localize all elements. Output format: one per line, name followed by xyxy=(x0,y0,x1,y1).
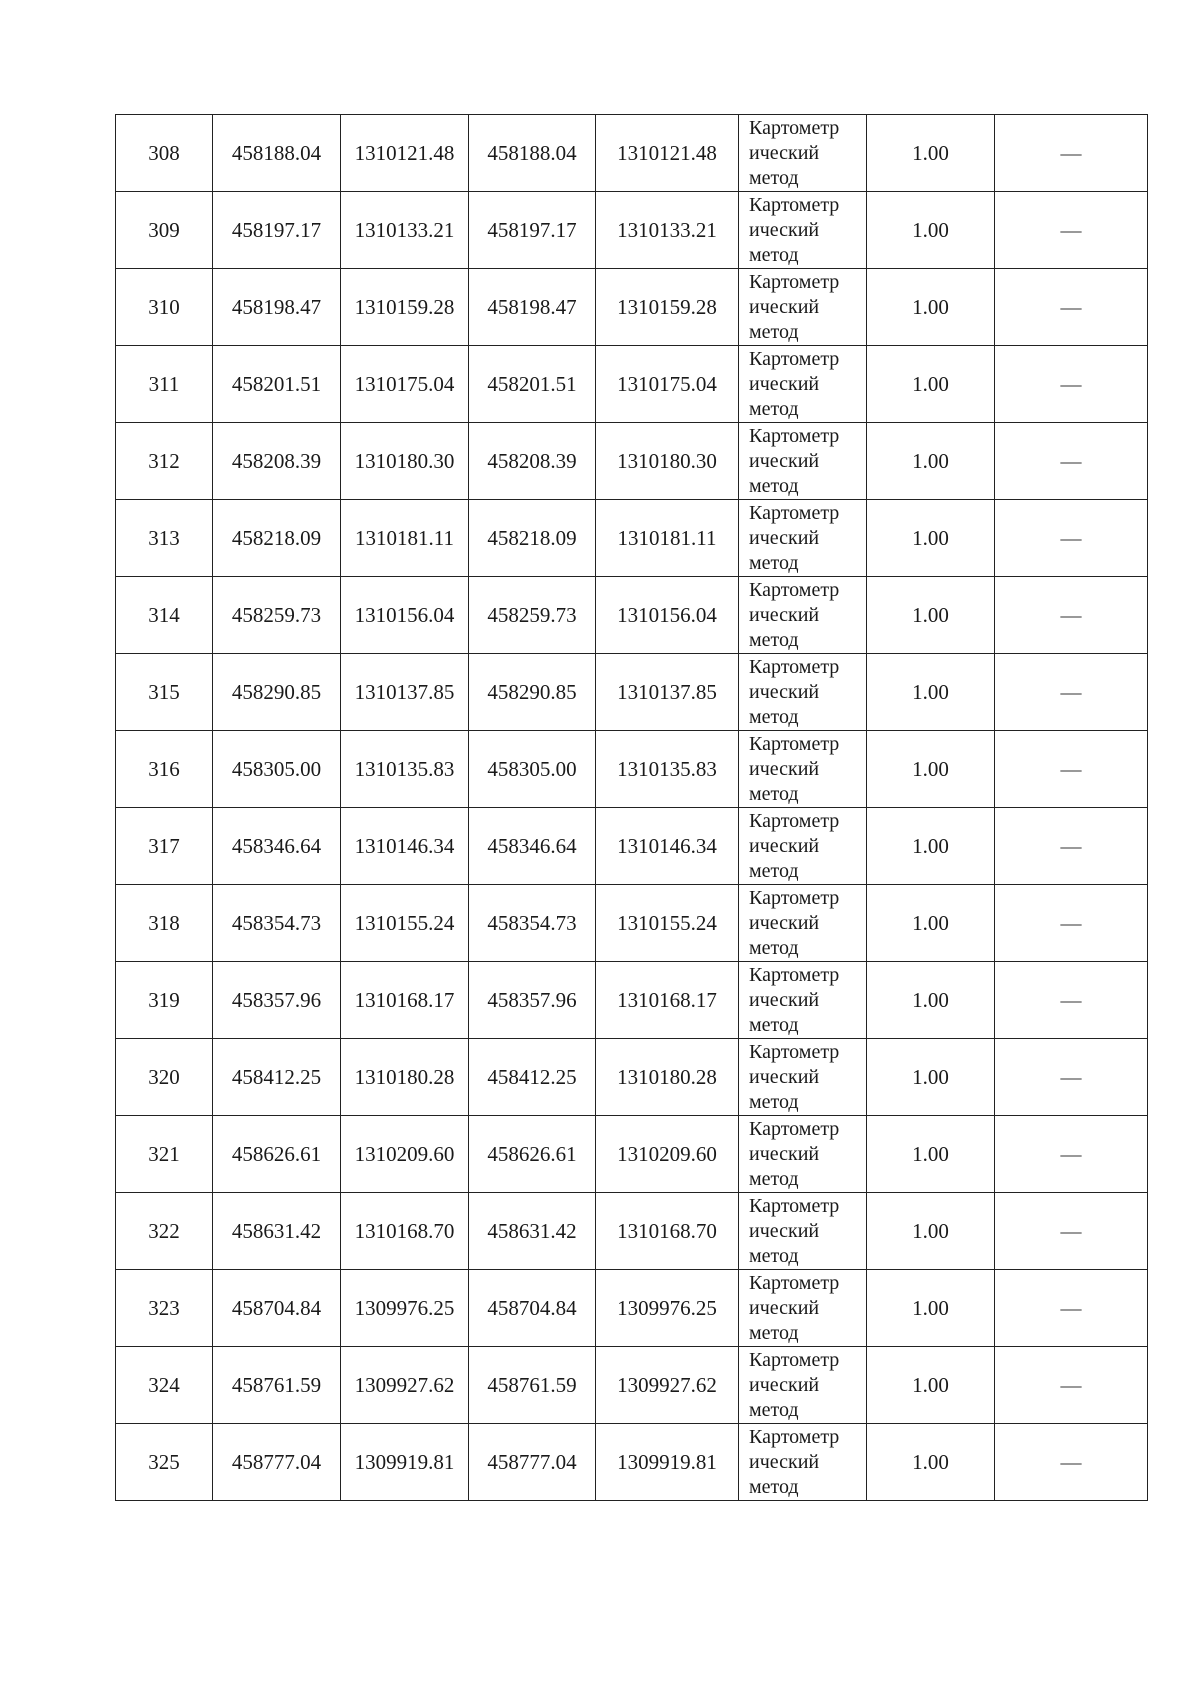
existing-y-cell: 1309976.25 xyxy=(341,1270,469,1347)
method-cell xyxy=(739,346,867,423)
table-row xyxy=(116,1116,1148,1193)
method-text-line: метод xyxy=(749,1013,799,1036)
new-y-cell: 1310180.30 xyxy=(596,423,739,500)
new-y-cell: 1310168.17 xyxy=(596,962,739,1039)
method-text-line: ический xyxy=(749,911,820,934)
new-y-cell: 1310121.48 xyxy=(596,115,739,192)
method-text-line: ический xyxy=(749,757,820,780)
method-text-line: метод xyxy=(749,1167,799,1190)
accuracy-cell: 1.00 xyxy=(867,423,995,500)
description-cell: — xyxy=(995,1347,1148,1424)
point-number-cell: 312 xyxy=(116,423,213,500)
accuracy-cell: 1.00 xyxy=(867,500,995,577)
new-y-cell: 1310159.28 xyxy=(596,269,739,346)
point-number-cell: 309 xyxy=(116,192,213,269)
new-y-cell: 1310168.70 xyxy=(596,1193,739,1270)
point-number-cell: 311 xyxy=(116,346,213,423)
description-cell: — xyxy=(995,1116,1148,1193)
existing-x-cell: 458412.25 xyxy=(213,1039,341,1116)
table-row xyxy=(116,808,1148,885)
table-row xyxy=(116,1424,1148,1501)
description-cell: — xyxy=(995,1193,1148,1270)
method-text-line: ический xyxy=(749,295,820,318)
existing-x-cell: 458631.42 xyxy=(213,1193,341,1270)
method-cell xyxy=(739,808,867,885)
point-number-cell: 318 xyxy=(116,885,213,962)
accuracy-cell: 1.00 xyxy=(867,1116,995,1193)
description-cell: — xyxy=(995,962,1148,1039)
existing-x-cell: 458201.51 xyxy=(213,346,341,423)
method-text-line: Картометр xyxy=(749,116,840,139)
new-x-cell: 458197.17 xyxy=(469,192,596,269)
method-text-line: метод xyxy=(749,859,799,882)
description-cell: — xyxy=(995,1270,1148,1347)
new-x-cell: 458290.85 xyxy=(469,654,596,731)
method-text-line: Картометр xyxy=(749,1194,840,1217)
method-text-line: метод xyxy=(749,166,799,189)
existing-x-cell: 458777.04 xyxy=(213,1424,341,1501)
point-number-cell: 319 xyxy=(116,962,213,1039)
new-x-cell: 458305.00 xyxy=(469,731,596,808)
coordinates-table xyxy=(115,114,1148,1501)
point-number-cell: 314 xyxy=(116,577,213,654)
method-text-line: Картометр xyxy=(749,809,840,832)
table-row xyxy=(116,1347,1148,1424)
new-y-cell: 1310133.21 xyxy=(596,192,739,269)
table-row xyxy=(116,115,1148,192)
new-x-cell: 458188.04 xyxy=(469,115,596,192)
method-text-line: Картометр xyxy=(749,270,840,293)
accuracy-cell: 1.00 xyxy=(867,577,995,654)
existing-x-cell: 458354.73 xyxy=(213,885,341,962)
method-text-line: Картометр xyxy=(749,501,840,524)
method-cell xyxy=(739,423,867,500)
accuracy-cell: 1.00 xyxy=(867,346,995,423)
point-number-cell: 321 xyxy=(116,1116,213,1193)
point-number-cell: 317 xyxy=(116,808,213,885)
table-row xyxy=(116,1193,1148,1270)
table-row xyxy=(116,269,1148,346)
method-text-line: метод xyxy=(749,705,799,728)
new-y-cell: 1310175.04 xyxy=(596,346,739,423)
method-cell xyxy=(739,885,867,962)
method-text-line: ический xyxy=(749,1142,820,1165)
method-text-line: Картометр xyxy=(749,732,840,755)
method-text-line: метод xyxy=(749,936,799,959)
accuracy-cell: 1.00 xyxy=(867,1193,995,1270)
new-x-cell: 458626.61 xyxy=(469,1116,596,1193)
table-row xyxy=(116,1270,1148,1347)
new-y-cell: 1310137.85 xyxy=(596,654,739,731)
method-text-line: ический xyxy=(749,372,820,395)
existing-y-cell: 1310156.04 xyxy=(341,577,469,654)
existing-y-cell: 1310146.34 xyxy=(341,808,469,885)
existing-y-cell: 1310155.24 xyxy=(341,885,469,962)
method-text-line: метод xyxy=(749,551,799,574)
new-x-cell: 458208.39 xyxy=(469,423,596,500)
new-y-cell: 1309927.62 xyxy=(596,1347,739,1424)
accuracy-cell: 1.00 xyxy=(867,1270,995,1347)
method-text-line: метод xyxy=(749,1321,799,1344)
method-text-line: метод xyxy=(749,474,799,497)
existing-x-cell: 458305.00 xyxy=(213,731,341,808)
existing-y-cell: 1310180.30 xyxy=(341,423,469,500)
point-number-cell: 310 xyxy=(116,269,213,346)
existing-y-cell: 1310121.48 xyxy=(341,115,469,192)
accuracy-cell: 1.00 xyxy=(867,885,995,962)
method-text-line: Картометр xyxy=(749,655,840,678)
method-cell xyxy=(739,269,867,346)
new-x-cell: 458198.47 xyxy=(469,269,596,346)
table-row xyxy=(116,192,1148,269)
method-text-line: ический xyxy=(749,1450,820,1473)
point-number-cell: 325 xyxy=(116,1424,213,1501)
new-y-cell: 1310209.60 xyxy=(596,1116,739,1193)
method-text-line: метод xyxy=(749,320,799,343)
method-text-line: ический xyxy=(749,1296,820,1319)
new-x-cell: 458259.73 xyxy=(469,577,596,654)
new-y-cell: 1310156.04 xyxy=(596,577,739,654)
method-text-line: ический xyxy=(749,1219,820,1242)
new-y-cell: 1310180.28 xyxy=(596,1039,739,1116)
method-cell xyxy=(739,500,867,577)
existing-x-cell: 458290.85 xyxy=(213,654,341,731)
accuracy-cell: 1.00 xyxy=(867,654,995,731)
existing-y-cell: 1310159.28 xyxy=(341,269,469,346)
point-number-cell: 313 xyxy=(116,500,213,577)
method-cell xyxy=(739,1193,867,1270)
existing-y-cell: 1310135.83 xyxy=(341,731,469,808)
table-row xyxy=(116,500,1148,577)
method-text-line: ический xyxy=(749,988,820,1011)
existing-y-cell: 1310175.04 xyxy=(341,346,469,423)
method-text-line: метод xyxy=(749,1090,799,1113)
table-row xyxy=(116,962,1148,1039)
method-cell xyxy=(739,1424,867,1501)
new-y-cell: 1309976.25 xyxy=(596,1270,739,1347)
method-text-line: Картометр xyxy=(749,1271,840,1294)
method-text-line: Картометр xyxy=(749,1425,840,1448)
method-text-line: Картометр xyxy=(749,1348,840,1371)
existing-y-cell: 1310137.85 xyxy=(341,654,469,731)
description-cell: — xyxy=(995,808,1148,885)
accuracy-cell: 1.00 xyxy=(867,1039,995,1116)
existing-y-cell: 1310168.70 xyxy=(341,1193,469,1270)
table-row xyxy=(116,1039,1148,1116)
method-text-line: ический xyxy=(749,141,820,164)
existing-x-cell: 458218.09 xyxy=(213,500,341,577)
method-cell xyxy=(739,1039,867,1116)
new-y-cell: 1310146.34 xyxy=(596,808,739,885)
method-text-line: метод xyxy=(749,1244,799,1267)
new-x-cell: 458346.64 xyxy=(469,808,596,885)
method-text-line: метод xyxy=(749,397,799,420)
new-x-cell: 458704.84 xyxy=(469,1270,596,1347)
new-x-cell: 458631.42 xyxy=(469,1193,596,1270)
method-text-line: метод xyxy=(749,1398,799,1421)
existing-x-cell: 458761.59 xyxy=(213,1347,341,1424)
method-cell xyxy=(739,115,867,192)
method-text-line: метод xyxy=(749,628,799,651)
table-body xyxy=(116,115,1148,1501)
existing-x-cell: 458197.17 xyxy=(213,192,341,269)
method-text-line: Картометр xyxy=(749,963,840,986)
new-y-cell: 1310155.24 xyxy=(596,885,739,962)
method-text-line: Картометр xyxy=(749,193,840,216)
point-number-cell: 323 xyxy=(116,1270,213,1347)
accuracy-cell: 1.00 xyxy=(867,269,995,346)
method-text-line: Картометр xyxy=(749,1117,840,1140)
method-text-line: ический xyxy=(749,526,820,549)
point-number-cell: 308 xyxy=(116,115,213,192)
description-cell: — xyxy=(995,885,1148,962)
method-text-line: метод xyxy=(749,1475,799,1498)
description-cell: — xyxy=(995,423,1148,500)
description-cell: — xyxy=(995,731,1148,808)
new-x-cell: 458201.51 xyxy=(469,346,596,423)
description-cell: — xyxy=(995,500,1148,577)
new-x-cell: 458218.09 xyxy=(469,500,596,577)
method-text-line: ический xyxy=(749,680,820,703)
new-x-cell: 458761.59 xyxy=(469,1347,596,1424)
accuracy-cell: 1.00 xyxy=(867,192,995,269)
method-text-line: ический xyxy=(749,218,820,241)
existing-y-cell: 1310133.21 xyxy=(341,192,469,269)
description-cell: — xyxy=(995,192,1148,269)
existing-x-cell: 458357.96 xyxy=(213,962,341,1039)
existing-x-cell: 458208.39 xyxy=(213,423,341,500)
accuracy-cell: 1.00 xyxy=(867,1424,995,1501)
method-cell xyxy=(739,1116,867,1193)
existing-y-cell: 1309927.62 xyxy=(341,1347,469,1424)
method-text-line: Картометр xyxy=(749,347,840,370)
table-row xyxy=(116,731,1148,808)
existing-x-cell: 458626.61 xyxy=(213,1116,341,1193)
existing-y-cell: 1310181.11 xyxy=(341,500,469,577)
existing-y-cell: 1310180.28 xyxy=(341,1039,469,1116)
table-row xyxy=(116,654,1148,731)
new-x-cell: 458412.25 xyxy=(469,1039,596,1116)
method-cell xyxy=(739,192,867,269)
point-number-cell: 316 xyxy=(116,731,213,808)
existing-y-cell: 1310168.17 xyxy=(341,962,469,1039)
new-y-cell: 1309919.81 xyxy=(596,1424,739,1501)
existing-x-cell: 458188.04 xyxy=(213,115,341,192)
new-y-cell: 1310181.11 xyxy=(596,500,739,577)
accuracy-cell: 1.00 xyxy=(867,731,995,808)
new-y-cell: 1310135.83 xyxy=(596,731,739,808)
point-number-cell: 320 xyxy=(116,1039,213,1116)
accuracy-cell: 1.00 xyxy=(867,115,995,192)
method-cell xyxy=(739,962,867,1039)
existing-y-cell: 1310209.60 xyxy=(341,1116,469,1193)
accuracy-cell: 1.00 xyxy=(867,808,995,885)
method-text-line: Картометр xyxy=(749,886,840,909)
method-text-line: Картометр xyxy=(749,578,840,601)
method-cell xyxy=(739,577,867,654)
description-cell: — xyxy=(995,1424,1148,1501)
method-text-line: ический xyxy=(749,834,820,857)
point-number-cell: 322 xyxy=(116,1193,213,1270)
method-text-line: Картометр xyxy=(749,424,840,447)
method-text-line: Картометр xyxy=(749,1040,840,1063)
existing-x-cell: 458198.47 xyxy=(213,269,341,346)
description-cell: — xyxy=(995,654,1148,731)
method-cell xyxy=(739,731,867,808)
new-x-cell: 458777.04 xyxy=(469,1424,596,1501)
description-cell: — xyxy=(995,115,1148,192)
method-text-line: ический xyxy=(749,449,820,472)
accuracy-cell: 1.00 xyxy=(867,962,995,1039)
method-cell xyxy=(739,654,867,731)
new-x-cell: 458357.96 xyxy=(469,962,596,1039)
existing-x-cell: 458346.64 xyxy=(213,808,341,885)
description-cell: — xyxy=(995,269,1148,346)
table-row xyxy=(116,885,1148,962)
new-x-cell: 458354.73 xyxy=(469,885,596,962)
method-cell xyxy=(739,1347,867,1424)
table-row xyxy=(116,423,1148,500)
method-text-line: метод xyxy=(749,243,799,266)
description-cell: — xyxy=(995,346,1148,423)
description-cell: — xyxy=(995,577,1148,654)
method-text-line: ический xyxy=(749,603,820,626)
method-cell xyxy=(739,1270,867,1347)
existing-x-cell: 458259.73 xyxy=(213,577,341,654)
method-text-line: ический xyxy=(749,1373,820,1396)
method-text-line: ический xyxy=(749,1065,820,1088)
table-row xyxy=(116,577,1148,654)
accuracy-cell: 1.00 xyxy=(867,1347,995,1424)
existing-y-cell: 1309919.81 xyxy=(341,1424,469,1501)
existing-x-cell: 458704.84 xyxy=(213,1270,341,1347)
point-number-cell: 315 xyxy=(116,654,213,731)
table-row xyxy=(116,346,1148,423)
description-cell: — xyxy=(995,1039,1148,1116)
method-text-line: метод xyxy=(749,782,799,805)
point-number-cell: 324 xyxy=(116,1347,213,1424)
